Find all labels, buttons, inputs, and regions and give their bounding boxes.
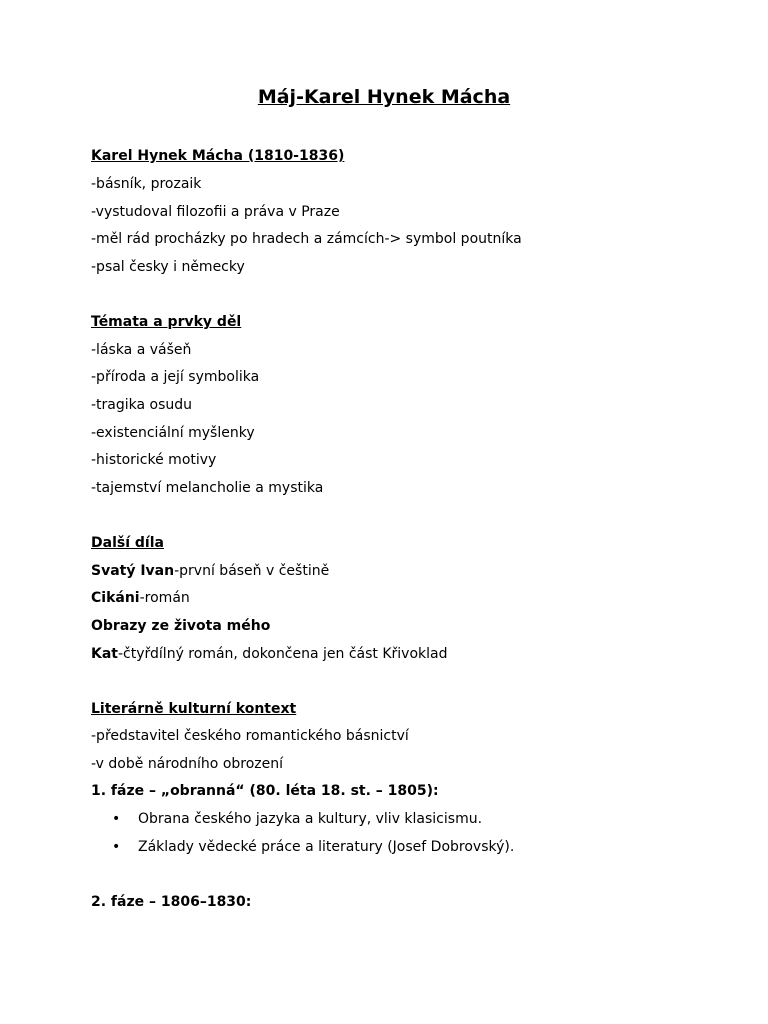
work-name: Svatý Ivan	[91, 563, 175, 579]
work-name: Obrazy ze života mého	[91, 618, 271, 634]
document-title: Máj-Karel Hynek Mácha	[257, 86, 511, 108]
works-section-heading: Další díla	[91, 535, 164, 551]
bullet-dot: •	[112, 839, 121, 855]
theme-item: -historické motivy	[91, 452, 217, 468]
work-name: Kat	[91, 646, 118, 662]
context-section-heading: Literárně kulturní kontext	[91, 701, 297, 717]
theme-item: -tragika osudu	[91, 397, 193, 413]
theme-item: -láska a vášeň	[91, 342, 192, 358]
phase1-title: 1. fáze – „obranná“ (80. léta 18. st. – 1805):	[91, 783, 439, 799]
phase2-title: 2. fáze – 1806–1830:	[91, 894, 252, 910]
phase1-bullet: Základy vědecké práce a literatury (Josef Dobrovský).	[138, 839, 515, 855]
work-entry	[91, 588, 190, 608]
work-entry	[91, 561, 329, 581]
work-name: Cikáni	[91, 590, 140, 606]
author-item: -básník, prozaik	[91, 176, 202, 192]
work-entry	[91, 644, 448, 664]
context-item: -představitel českého romantického básnictví	[91, 728, 409, 744]
context-item: -v době národního obrození	[91, 756, 284, 772]
author-item: -vystudoval filozofii a práva v Praze	[91, 204, 340, 220]
phase1-bullet: Obrana českého jazyka a kultury, vliv klasicismu.	[138, 811, 483, 827]
work-desc: -román	[139, 590, 190, 606]
author-item: -měl rád procházky po hradech a zámcích-> symbol poutníka	[91, 231, 522, 247]
author-item: -psal česky i německy	[91, 259, 245, 275]
theme-item: -existenciální myšlenky	[91, 425, 255, 441]
author-section-heading: Karel Hynek Mácha (1810-1836)	[91, 148, 345, 164]
work-desc: -první báseň v češtině	[174, 563, 330, 579]
theme-item: -tajemství melancholie a mystika	[91, 480, 324, 496]
bullet-dot: •	[112, 811, 121, 827]
work-desc: -čtyřdílný román, dokončena jen část Křivoklad	[118, 646, 448, 662]
work-entry	[91, 616, 270, 636]
themes-section-heading: Témata a prvky děl	[91, 314, 242, 330]
theme-item: -příroda a její symbolika	[91, 369, 260, 385]
